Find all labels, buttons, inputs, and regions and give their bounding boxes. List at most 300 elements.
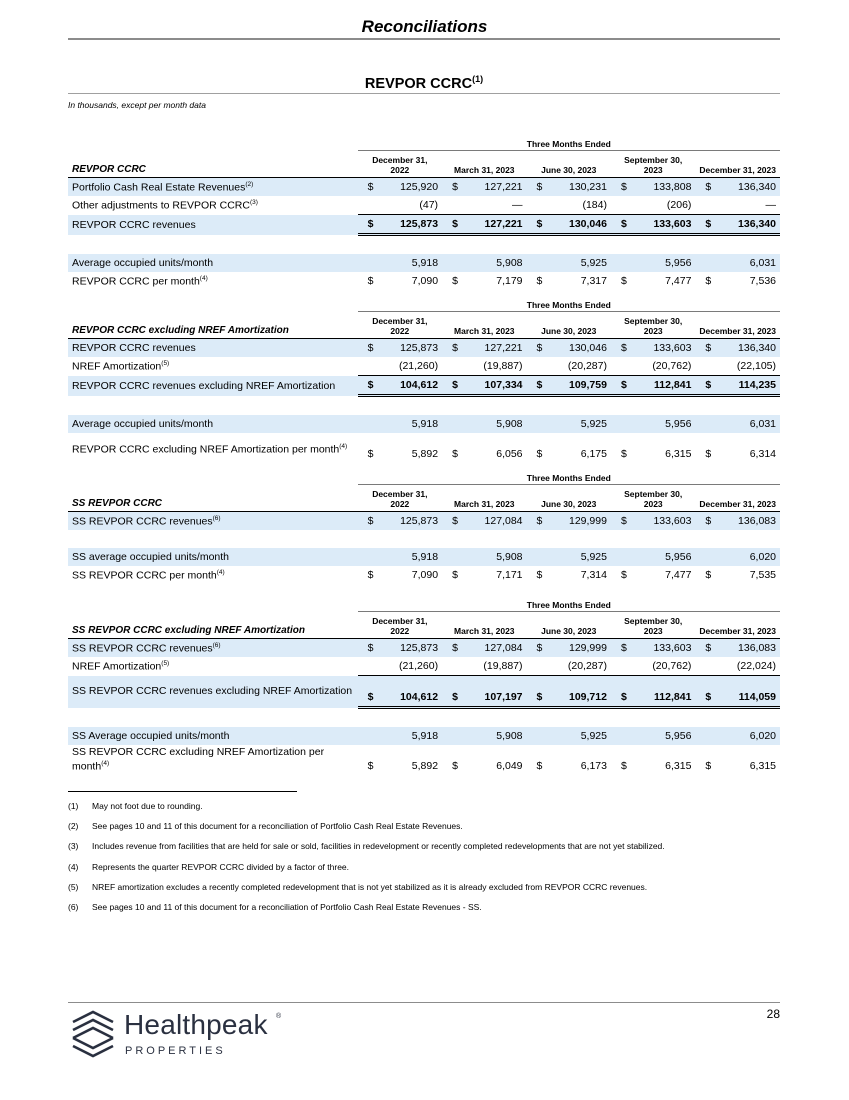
footnote-number: (1) — [68, 801, 79, 811]
value-cell: 130,046 — [545, 339, 611, 358]
value-cell: 136,340 — [714, 339, 780, 358]
footnote-ref: (5) — [161, 660, 170, 667]
value-cell: 5,956 — [629, 254, 695, 272]
currency-symbol — [611, 196, 629, 215]
currency-symbol — [695, 254, 713, 272]
table-section-title: SS REVPOR CCRC — [68, 485, 358, 512]
row-label-text: NREF Amortization — [72, 360, 162, 373]
value-cell: 6,173 — [580, 760, 607, 772]
table-row — [68, 657, 780, 676]
value-cell: (20,762) — [652, 360, 692, 372]
currency-symbol: $ — [705, 760, 712, 772]
value-cell: 127,084 — [460, 639, 526, 658]
footnote-number: (3) — [68, 841, 79, 852]
currency-symbol: $ — [536, 275, 543, 287]
value-cell: 125,873 — [376, 639, 442, 658]
value-cell: 5,918 — [376, 254, 442, 272]
currency-symbol — [695, 548, 713, 566]
value-cell: 6,314 — [749, 448, 776, 460]
currency-symbol: $ — [358, 339, 376, 358]
table-row — [68, 178, 780, 197]
currency-symbol — [358, 254, 376, 272]
footnote-number: (5) — [68, 881, 79, 892]
reconciliation-table — [68, 472, 780, 584]
section-heading-text: REVPOR CCRC — [364, 75, 473, 92]
currency-symbol: $ — [358, 215, 376, 235]
currency-symbol: $ — [536, 448, 543, 460]
period-header: June 30, 2023 — [527, 312, 611, 339]
value-cell: 6,175 — [580, 448, 607, 460]
period-header: December 31, 2023 — [695, 485, 780, 512]
logo-registered-mark: ® — [276, 1013, 282, 1020]
row-label-text: SS REVPOR CCRC revenues excluding NREF Amortization — [72, 684, 353, 697]
value-cell: 5,925 — [545, 548, 611, 566]
period-header: December 31, 2023 — [695, 312, 780, 339]
period-header: September 30, 2023 — [611, 612, 695, 639]
period-header: March 31, 2023 — [442, 151, 526, 178]
units-note: In thousands, except per month data — [68, 100, 206, 110]
value-cell: 133,603 — [629, 512, 695, 531]
row-label — [68, 178, 358, 197]
value-cell: (47) — [419, 199, 439, 211]
section-heading — [68, 74, 780, 92]
currency-symbol: $ — [442, 512, 460, 531]
title-divider — [68, 38, 780, 40]
value-cell: 127,221 — [460, 178, 526, 197]
value-cell: 125,920 — [376, 178, 442, 197]
reconciliation-table — [68, 299, 780, 463]
currency-symbol — [527, 254, 545, 272]
currency-symbol: $ — [527, 376, 545, 396]
currency-symbol: $ — [442, 339, 460, 358]
value-cell: 129,999 — [545, 512, 611, 531]
period-header: December 31, 2022 — [358, 151, 442, 178]
currency-symbol — [527, 548, 545, 566]
footnote-number: (4) — [68, 861, 79, 872]
period-header: March 31, 2023 — [442, 485, 526, 512]
currency-symbol: $ — [611, 178, 629, 197]
row-label-text: Average occupied units/month — [72, 418, 214, 430]
value-cell: — — [765, 199, 776, 211]
currency-symbol: $ — [620, 760, 627, 772]
currency-symbol — [527, 657, 545, 676]
value-cell: (20,762) — [652, 660, 692, 672]
healthpeak-logo-icon — [70, 1008, 116, 1060]
row-label-text: SS REVPOR CCRC revenues — [72, 642, 213, 655]
currency-symbol: $ — [527, 676, 545, 708]
footnote-ref: (6) — [212, 641, 221, 649]
table-row — [68, 548, 780, 566]
value-cell: 6,020 — [714, 548, 780, 566]
currency-symbol: $ — [442, 676, 460, 708]
value-cell: 127,221 — [460, 215, 526, 235]
footnote-ref: (4) — [101, 760, 110, 768]
currency-symbol — [695, 657, 713, 676]
currency-symbol: $ — [705, 448, 712, 460]
row-label-text: SS Average occupied units/month — [72, 730, 230, 742]
table-row — [68, 745, 780, 775]
footnote-text: Represents the quarter REVPOR CCRC divided by a factor of three. — [92, 861, 350, 872]
value-cell: 5,908 — [460, 254, 526, 272]
value-cell: 136,083 — [714, 512, 780, 531]
row-label-text: SS REVPOR CCRC per month — [72, 569, 217, 582]
currency-symbol — [611, 657, 629, 676]
currency-symbol — [611, 415, 629, 433]
currency-symbol: $ — [620, 275, 627, 287]
period-header: December 31, 2022 — [358, 485, 442, 512]
logo-subtitle: PROPERTIES — [125, 1045, 226, 1057]
spacer-cell — [68, 396, 780, 416]
footnote-number: (6) — [68, 902, 79, 912]
value-cell: — — [512, 199, 523, 211]
value-cell: 136,083 — [714, 639, 780, 658]
currency-symbol: $ — [527, 339, 545, 358]
row-label-text: REVPOR CCRC revenues excluding NREF Amortization — [72, 379, 336, 392]
footnote — [68, 821, 780, 831]
footnote-text: See pages 10 and 11 of this document for a reconciliation of Portfolio Cash Real Estate Revenues - SS. — [92, 902, 482, 912]
table-row — [68, 676, 780, 708]
value-cell: 5,918 — [376, 727, 442, 745]
value-cell: 125,873 — [376, 215, 442, 235]
value-cell: 7,090 — [411, 275, 439, 287]
currency-symbol: $ — [367, 569, 374, 581]
row-label-text: Average occupied units/month — [72, 257, 214, 269]
value-cell: 130,046 — [545, 215, 611, 235]
currency-symbol: $ — [367, 275, 374, 287]
currency-symbol — [358, 415, 376, 433]
currency-symbol — [695, 727, 713, 745]
table-period-header-row — [68, 612, 780, 639]
group-header: Three Months Ended — [358, 472, 780, 485]
section-heading-footnote-ref: (1) — [472, 74, 484, 84]
period-header: March 31, 2023 — [442, 612, 526, 639]
currency-symbol: $ — [452, 448, 458, 460]
currency-symbol: $ — [611, 676, 629, 708]
value-cell: 5,956 — [629, 415, 695, 433]
value-cell: 136,340 — [714, 178, 780, 197]
value-cell: 104,612 — [376, 376, 442, 396]
table-row — [68, 512, 780, 531]
currency-symbol — [442, 357, 460, 376]
table-group-header-row — [68, 138, 780, 151]
value-cell: 109,759 — [545, 376, 611, 396]
footer-divider — [68, 1002, 780, 1003]
value-cell: 5,925 — [545, 254, 611, 272]
row-label-text: SS REVPOR CCRC excluding NREF Amortization per month — [72, 745, 325, 773]
footnote-text: See pages 10 and 11 of this document for a reconciliation of Portfolio Cash Real Estate Revenues. — [92, 821, 463, 832]
table-group-header-row — [68, 599, 780, 612]
value-cell: 7,535 — [749, 569, 776, 581]
value-cell: 136,340 — [714, 215, 780, 235]
row-label — [68, 215, 358, 235]
row-label-text: Other adjustments to REVPOR CCRC — [72, 199, 250, 212]
value-cell: 6,315 — [749, 760, 776, 772]
footnote-ref: (6) — [212, 514, 221, 522]
row-label-text: REVPOR CCRC revenues — [72, 342, 196, 354]
footnote-ref: (4) — [199, 274, 208, 282]
footnote-text: May not foot due to rounding. — [92, 801, 203, 811]
footnote-number: (2) — [68, 821, 79, 832]
currency-symbol — [442, 196, 460, 215]
row-label-text: REVPOR CCRC excluding NREF Amortization per month — [72, 443, 340, 455]
footnote-ref: (4) — [339, 442, 348, 450]
group-header: Three Months Ended — [358, 599, 780, 612]
table-row — [68, 433, 780, 463]
value-cell: 114,059 — [714, 676, 780, 708]
currency-symbol — [442, 657, 460, 676]
table-period-header-row — [68, 151, 780, 178]
currency-symbol: $ — [442, 639, 460, 658]
header-blank-cell — [68, 299, 358, 312]
value-cell: 6,031 — [714, 415, 780, 433]
currency-symbol: $ — [611, 215, 629, 235]
currency-symbol: $ — [452, 760, 458, 772]
row-label-text: SS REVPOR CCRC revenues — [72, 515, 213, 528]
currency-symbol: $ — [367, 448, 374, 460]
group-header: Three Months Ended — [358, 299, 780, 312]
footnote — [68, 902, 780, 912]
currency-symbol: $ — [527, 512, 545, 531]
table-period-header-row — [68, 312, 780, 339]
table-row — [68, 357, 780, 376]
value-cell: 7,477 — [665, 275, 692, 287]
table-row — [68, 196, 780, 215]
value-cell: 107,197 — [460, 676, 526, 708]
section-divider — [68, 93, 780, 94]
currency-symbol — [611, 727, 629, 745]
currency-symbol: $ — [611, 512, 629, 531]
table-row — [68, 339, 780, 358]
value-cell: 6,315 — [665, 448, 692, 460]
currency-symbol — [695, 357, 713, 376]
reconciliation-table — [68, 138, 780, 290]
currency-symbol: $ — [358, 639, 376, 658]
value-cell: (20,287) — [567, 660, 607, 672]
currency-symbol: $ — [695, 376, 713, 396]
value-cell: (184) — [582, 199, 607, 211]
table-row — [68, 415, 780, 433]
value-cell: 7,090 — [411, 569, 439, 581]
currency-symbol: $ — [452, 275, 458, 287]
currency-symbol: $ — [442, 178, 460, 197]
period-header: December 31, 2023 — [695, 612, 780, 639]
value-cell: 7,317 — [580, 275, 607, 287]
currency-symbol — [527, 727, 545, 745]
currency-symbol — [611, 357, 629, 376]
currency-symbol: $ — [705, 569, 712, 581]
currency-symbol: $ — [611, 639, 629, 658]
currency-symbol: $ — [705, 275, 712, 287]
footnote-ref: (4) — [216, 568, 225, 576]
value-cell: 5,892 — [411, 760, 439, 772]
currency-symbol — [527, 196, 545, 215]
value-cell: 130,231 — [545, 178, 611, 197]
table-row — [68, 566, 780, 584]
period-header: September 30, 2023 — [611, 151, 695, 178]
reconciliation-table — [68, 599, 780, 775]
header-blank-cell — [68, 138, 358, 151]
value-cell: 6,315 — [665, 760, 692, 772]
value-cell: 112,841 — [629, 376, 695, 396]
footnote-ref: (3) — [249, 199, 258, 206]
value-cell: 125,873 — [376, 339, 442, 358]
currency-symbol: $ — [442, 376, 460, 396]
value-cell: 7,477 — [665, 569, 692, 581]
currency-symbol — [611, 254, 629, 272]
currency-symbol: $ — [358, 178, 376, 197]
value-cell: (22,024) — [736, 660, 776, 672]
table-row — [68, 727, 780, 745]
table-section-title: REVPOR CCRC excluding NREF Amortization — [68, 312, 358, 339]
row-label — [68, 433, 358, 463]
currency-symbol — [527, 415, 545, 433]
row-label-text: Portfolio Cash Real Estate Revenues — [72, 181, 246, 194]
value-cell: 5,956 — [629, 548, 695, 566]
value-cell: 5,908 — [460, 727, 526, 745]
value-cell: 127,221 — [460, 339, 526, 358]
period-header: September 30, 2023 — [611, 312, 695, 339]
currency-symbol: $ — [611, 376, 629, 396]
value-cell: 114,235 — [714, 376, 780, 396]
table-row — [68, 376, 780, 396]
value-cell: 133,603 — [629, 339, 695, 358]
period-header: December 31, 2023 — [695, 151, 780, 178]
currency-symbol — [358, 727, 376, 745]
row-label-text: REVPOR CCRC revenues — [72, 218, 196, 231]
spacer-row — [68, 396, 780, 416]
footnote-text: Includes revenue from facilities that are held for sale or sold, facilities in redevelopment or recently completed redevelopments that are not yet stabilized. — [92, 841, 665, 852]
period-header: September 30, 2023 — [611, 485, 695, 512]
table-row — [68, 639, 780, 658]
footnote-divider — [68, 791, 297, 792]
footnote — [68, 882, 780, 892]
row-label — [68, 415, 358, 433]
group-header: Three Months Ended — [358, 138, 780, 151]
currency-symbol: $ — [611, 339, 629, 358]
header-blank-cell — [68, 472, 358, 485]
value-cell: (19,887) — [483, 360, 523, 372]
period-header: December 31, 2022 — [358, 312, 442, 339]
period-header: June 30, 2023 — [527, 151, 611, 178]
value-cell: (19,887) — [483, 660, 523, 672]
currency-symbol — [527, 357, 545, 376]
currency-symbol: $ — [442, 215, 460, 235]
currency-symbol — [695, 196, 713, 215]
value-cell: (22,105) — [736, 360, 776, 372]
row-label — [68, 254, 358, 272]
period-header: June 30, 2023 — [527, 485, 611, 512]
currency-symbol — [442, 415, 460, 433]
currency-symbol: $ — [527, 639, 545, 658]
row-label — [68, 357, 358, 376]
table-period-header-row — [68, 485, 780, 512]
footnote — [68, 862, 780, 872]
table-section-title: REVPOR CCRC — [68, 151, 358, 178]
row-label — [68, 657, 358, 676]
row-label — [68, 639, 358, 658]
currency-symbol: $ — [695, 215, 713, 235]
row-label-text: NREF Amortization — [72, 660, 162, 673]
row-label — [68, 196, 358, 215]
value-cell: 7,179 — [496, 275, 523, 287]
footnote — [68, 801, 780, 811]
value-cell: 133,808 — [629, 178, 695, 197]
logo-wordmark: Healthpeak — [124, 1009, 268, 1040]
spacer-cell — [68, 530, 780, 548]
currency-symbol: $ — [527, 178, 545, 197]
currency-symbol: $ — [527, 215, 545, 235]
table-group-header-row — [68, 299, 780, 312]
value-cell: 129,999 — [545, 639, 611, 658]
currency-symbol — [442, 254, 460, 272]
footnote — [68, 841, 780, 851]
value-cell: 5,908 — [460, 415, 526, 433]
value-cell: 5,918 — [376, 548, 442, 566]
row-label — [68, 676, 358, 708]
value-cell: 6,056 — [496, 448, 523, 460]
currency-symbol — [358, 357, 376, 376]
currency-symbol: $ — [695, 512, 713, 531]
currency-symbol: $ — [358, 376, 376, 396]
row-label — [68, 745, 358, 775]
value-cell: 104,612 — [376, 676, 442, 708]
value-cell: 5,892 — [411, 448, 439, 460]
table-group-header-row — [68, 472, 780, 485]
currency-symbol: $ — [452, 569, 458, 581]
row-label — [68, 566, 358, 584]
value-cell: 109,712 — [545, 676, 611, 708]
value-cell: 5,925 — [545, 727, 611, 745]
currency-symbol: $ — [367, 760, 374, 772]
currency-symbol — [442, 727, 460, 745]
value-cell: 127,084 — [460, 512, 526, 531]
currency-symbol — [358, 548, 376, 566]
value-cell: 133,603 — [629, 215, 695, 235]
value-cell: (20,287) — [567, 360, 607, 372]
currency-symbol: $ — [695, 676, 713, 708]
spacer-row — [68, 530, 780, 548]
spacer-row — [68, 708, 780, 728]
currency-symbol: $ — [358, 512, 376, 531]
value-cell: 5,956 — [629, 727, 695, 745]
value-cell: (21,260) — [398, 360, 439, 372]
currency-symbol: $ — [536, 760, 543, 772]
value-cell: 133,603 — [629, 639, 695, 658]
period-header: June 30, 2023 — [527, 612, 611, 639]
row-label — [68, 512, 358, 531]
value-cell: 6,049 — [496, 760, 523, 772]
footnote-ref: (5) — [161, 360, 170, 367]
currency-symbol: $ — [358, 676, 376, 708]
currency-symbol — [358, 657, 376, 676]
page-number: 28 — [766, 1007, 780, 1021]
currency-symbol: $ — [695, 639, 713, 658]
row-label — [68, 376, 358, 396]
value-cell: 7,536 — [749, 275, 776, 287]
currency-symbol: $ — [536, 569, 543, 581]
footnote-text: NREF amortization excludes a recently completed redevelopment that is not yet stabilized as it is already excluded from REVPOR CCRC revenues. — [92, 881, 648, 892]
row-label — [68, 339, 358, 358]
currency-symbol — [358, 196, 376, 215]
value-cell: 5,925 — [545, 415, 611, 433]
row-label-text: REVPOR CCRC per month — [72, 275, 200, 288]
value-cell: 6,031 — [714, 254, 780, 272]
value-cell: 5,908 — [460, 548, 526, 566]
row-label-text: SS average occupied units/month — [72, 551, 230, 563]
period-header: March 31, 2023 — [442, 312, 526, 339]
value-cell: 125,873 — [376, 512, 442, 531]
currency-symbol: $ — [620, 569, 627, 581]
